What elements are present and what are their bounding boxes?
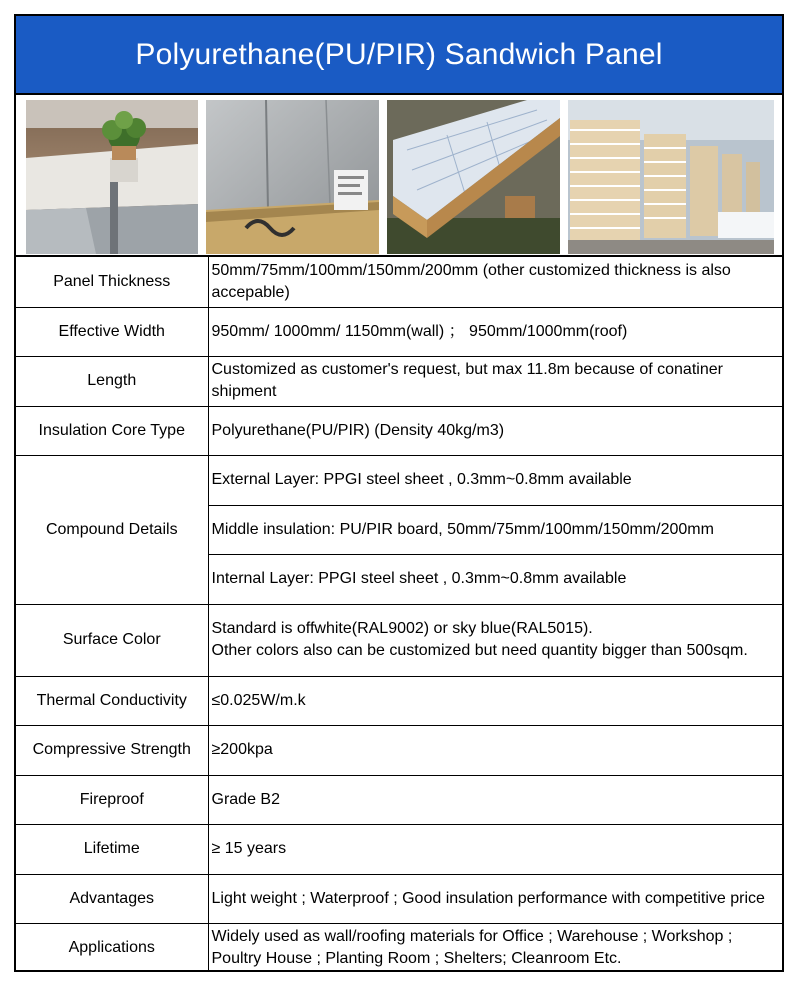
spec-value: Polyurethane(PU/PIR) (Density 40kg/m3) <box>208 406 782 455</box>
spec-value: 50mm/75mm/100mm/150mm/200mm (other customized thickness is also accepable) <box>208 257 782 307</box>
spec-label: Advantages <box>16 874 208 923</box>
panel-joint-with-plant-photo <box>26 100 198 254</box>
spec-label: Effective Width <box>16 307 208 356</box>
row-advantages <box>16 874 782 923</box>
spec-label: Thermal Conductivity <box>16 676 208 725</box>
spec-value: Internal Layer: PPGI steel sheet , 0.3mm~0.8mm available <box>208 554 782 604</box>
row-fireproof <box>16 775 782 824</box>
spec-value: ≤0.025W/m.k <box>208 676 782 725</box>
row-applications <box>16 923 782 972</box>
title-bar <box>16 16 782 95</box>
row-insulation-core <box>16 406 782 455</box>
row-compressive-strength <box>16 725 782 775</box>
spec-sheet <box>14 14 784 972</box>
spec-value: External Layer: PPGI steel sheet , 0.3mm~0.8mm available <box>208 455 782 505</box>
page-title: Polyurethane(PU/PIR) Sandwich Panel <box>135 37 663 71</box>
row-lifetime <box>16 824 782 874</box>
spec-label: Panel Thickness <box>16 257 208 307</box>
spec-value: Middle insulation: PU/PIR board, 50mm/75mm/100mm/150mm/200mm <box>208 505 782 554</box>
spec-label: Fireproof <box>16 775 208 824</box>
spec-label: Compressive Strength <box>16 725 208 775</box>
row-effective-width <box>16 307 782 356</box>
spec-label: Applications <box>16 923 208 972</box>
row-panel-thickness <box>16 257 782 307</box>
row-thermal-conductivity <box>16 676 782 725</box>
surface-color-line-2: Other colors also can be customized but need quantity bigger than 500sqm. <box>211 642 748 659</box>
row-surface-color <box>16 604 782 676</box>
cold-room-panel-photo <box>387 100 560 254</box>
spec-value: Grade B2 <box>208 775 782 824</box>
spec-value: ≥ 15 years <box>208 824 782 874</box>
stacked-panels-warehouse-photo <box>568 100 774 254</box>
row-length <box>16 356 782 406</box>
spec-label: Surface Color <box>16 604 208 676</box>
spec-label: Insulation Core Type <box>16 406 208 455</box>
spec-label: Lifetime <box>16 824 208 874</box>
panel-tongue-groove-closeup-photo <box>206 100 379 254</box>
spec-value: Light weight ; Waterproof ; Good insulation performance with competitive price <box>208 874 782 923</box>
spec-value: Widely used as wall/roofing materials for Office ; Warehouse ; Workshop ; Poultry House ; Planting Room ; Shelters; Cleanroom Etc. <box>208 923 782 972</box>
product-photo-strip <box>16 95 782 257</box>
spec-value: ≥200kpa <box>208 725 782 775</box>
row-compound-external <box>16 455 782 505</box>
spec-value: Customized as customer's request, but max 11.8m because of conatiner shipment <box>208 356 782 406</box>
spec-value <box>208 604 782 676</box>
spec-value: 950mm/ 1000mm/ 1150mm(wall) ； 950mm/1000mm(roof) <box>208 307 782 356</box>
spec-label: Length <box>16 356 208 406</box>
spec-label: Compound Details <box>16 455 208 604</box>
surface-color-line-1: Standard is offwhite(RAL9002) or sky blue(RAL5015). <box>211 620 593 637</box>
spec-table <box>16 257 782 972</box>
